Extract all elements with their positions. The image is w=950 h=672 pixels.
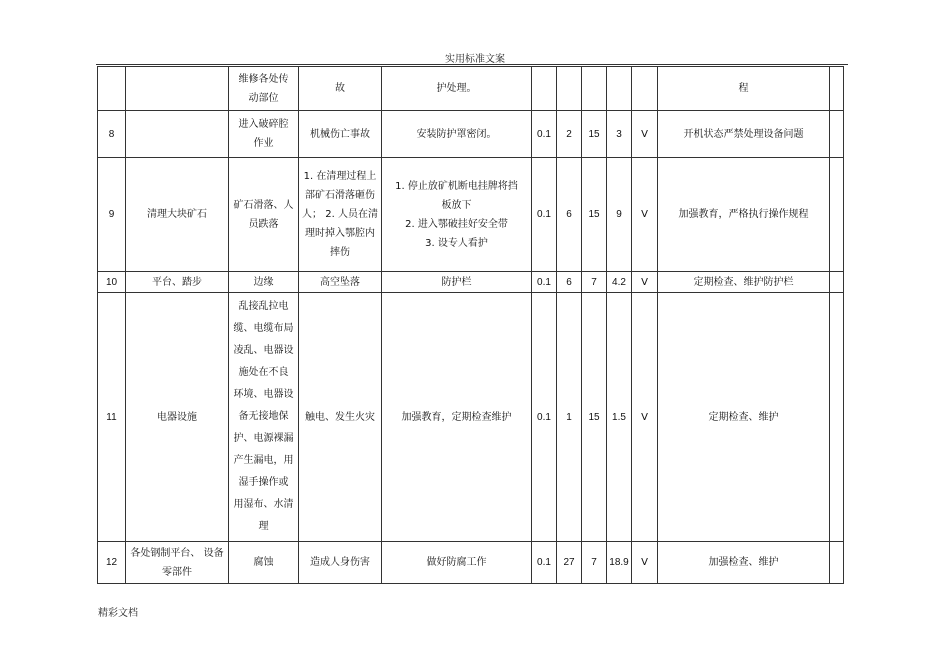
cell-extra	[830, 293, 844, 542]
risk-assessment-table	[97, 66, 844, 584]
cell-no: 9	[98, 158, 126, 272]
cell-accident: 造成人身伤害	[299, 542, 382, 584]
cell-e: 2	[557, 111, 582, 158]
cell-measures: 护处理。	[382, 67, 532, 111]
cell-control: 加强教育，严格执行操作规程	[658, 158, 830, 272]
cell-c: 7	[582, 272, 607, 293]
cell-accident: 高空坠落	[299, 272, 382, 293]
cell-check: V	[632, 111, 658, 158]
cell-accident: 触电、发生火灾	[299, 293, 382, 542]
cell-control: 定期检查、维护防护栏	[658, 272, 830, 293]
cell-measures: 1. 停止放矿机断电挂牌将挡 板放下 2. 进入鄂破挂好安全带 3. 设专人看护	[382, 158, 532, 272]
cell-check: V	[632, 158, 658, 272]
cell-control: 开机状态严禁处理设备问题	[658, 111, 830, 158]
cell-d: 9	[607, 158, 632, 272]
cell-e	[557, 67, 582, 111]
cell-accident: 故	[299, 67, 382, 111]
table-row	[98, 158, 844, 272]
cell-no: 8	[98, 111, 126, 158]
cell-hazard: 边缘	[229, 272, 299, 293]
cell-check: V	[632, 293, 658, 542]
cell-no: 12	[98, 542, 126, 584]
cell-extra	[830, 111, 844, 158]
cell-l	[532, 67, 557, 111]
cell-e: 27	[557, 542, 582, 584]
cell-location: 各处钢制平台、 设备零部件	[126, 542, 229, 584]
cell-hazard: 腐蚀	[229, 542, 299, 584]
cell-no: 11	[98, 293, 126, 542]
cell-no: 10	[98, 272, 126, 293]
cell-d: 4.2	[607, 272, 632, 293]
page-footer: 精彩文档	[98, 608, 138, 619]
table-row	[98, 542, 844, 584]
page-header: 实用标准文案	[445, 54, 505, 65]
table-row	[98, 67, 844, 111]
cell-hazard: 乱接乱拉电 缆、电缆布局 凌乱、电器设 施处在不良 环境、电器设 备无接地保 护、电源裸漏 产生漏电，用 湿手操作或 用湿布、水清 理	[229, 293, 299, 542]
cell-control: 程	[658, 67, 830, 111]
table-row	[98, 293, 844, 542]
cell-location: 清理大块矿石	[126, 158, 229, 272]
cell-e: 1	[557, 293, 582, 542]
cell-no	[98, 67, 126, 111]
header-rule	[96, 64, 848, 65]
cell-l: 0.1	[532, 111, 557, 158]
cell-check: V	[632, 272, 658, 293]
cell-location	[126, 67, 229, 111]
cell-control: 定期检查、维护	[658, 293, 830, 542]
cell-control: 加强检查、维护	[658, 542, 830, 584]
cell-d: 1.5	[607, 293, 632, 542]
cell-measures: 做好防腐工作	[382, 542, 532, 584]
cell-location: 平台、踏步	[126, 272, 229, 293]
table-row	[98, 111, 844, 158]
cell-d: 18.9	[607, 542, 632, 584]
cell-extra	[830, 158, 844, 272]
cell-extra	[830, 272, 844, 293]
cell-extra	[830, 67, 844, 111]
cell-d	[607, 67, 632, 111]
cell-l: 0.1	[532, 158, 557, 272]
cell-l: 0.1	[532, 293, 557, 542]
cell-location	[126, 111, 229, 158]
cell-c: 7	[582, 542, 607, 584]
cell-l: 0.1	[532, 542, 557, 584]
cell-l: 0.1	[532, 272, 557, 293]
cell-d: 3	[607, 111, 632, 158]
cell-accident: 1. 在清理过程上 部矿石滑落砸伤 人； 2. 人员在清 理时掉入鄂腔内 摔伤	[299, 158, 382, 272]
cell-e: 6	[557, 158, 582, 272]
cell-extra	[830, 542, 844, 584]
cell-c: 15	[582, 111, 607, 158]
cell-check: V	[632, 542, 658, 584]
cell-measures: 防护栏	[382, 272, 532, 293]
cell-hazard: 进入破碎腔 作业	[229, 111, 299, 158]
cell-e: 6	[557, 272, 582, 293]
cell-hazard: 维修各处传 动部位	[229, 67, 299, 111]
cell-measures: 安装防护罩密闭。	[382, 111, 532, 158]
cell-location: 电器设施	[126, 293, 229, 542]
cell-measures: 加强教育，定期检查维护	[382, 293, 532, 542]
table-row	[98, 272, 844, 293]
cell-c: 15	[582, 293, 607, 542]
cell-c	[582, 67, 607, 111]
cell-check	[632, 67, 658, 111]
cell-hazard: 矿石滑落、人 员跌落	[229, 158, 299, 272]
cell-accident: 机械伤亡事故	[299, 111, 382, 158]
cell-c: 15	[582, 158, 607, 272]
